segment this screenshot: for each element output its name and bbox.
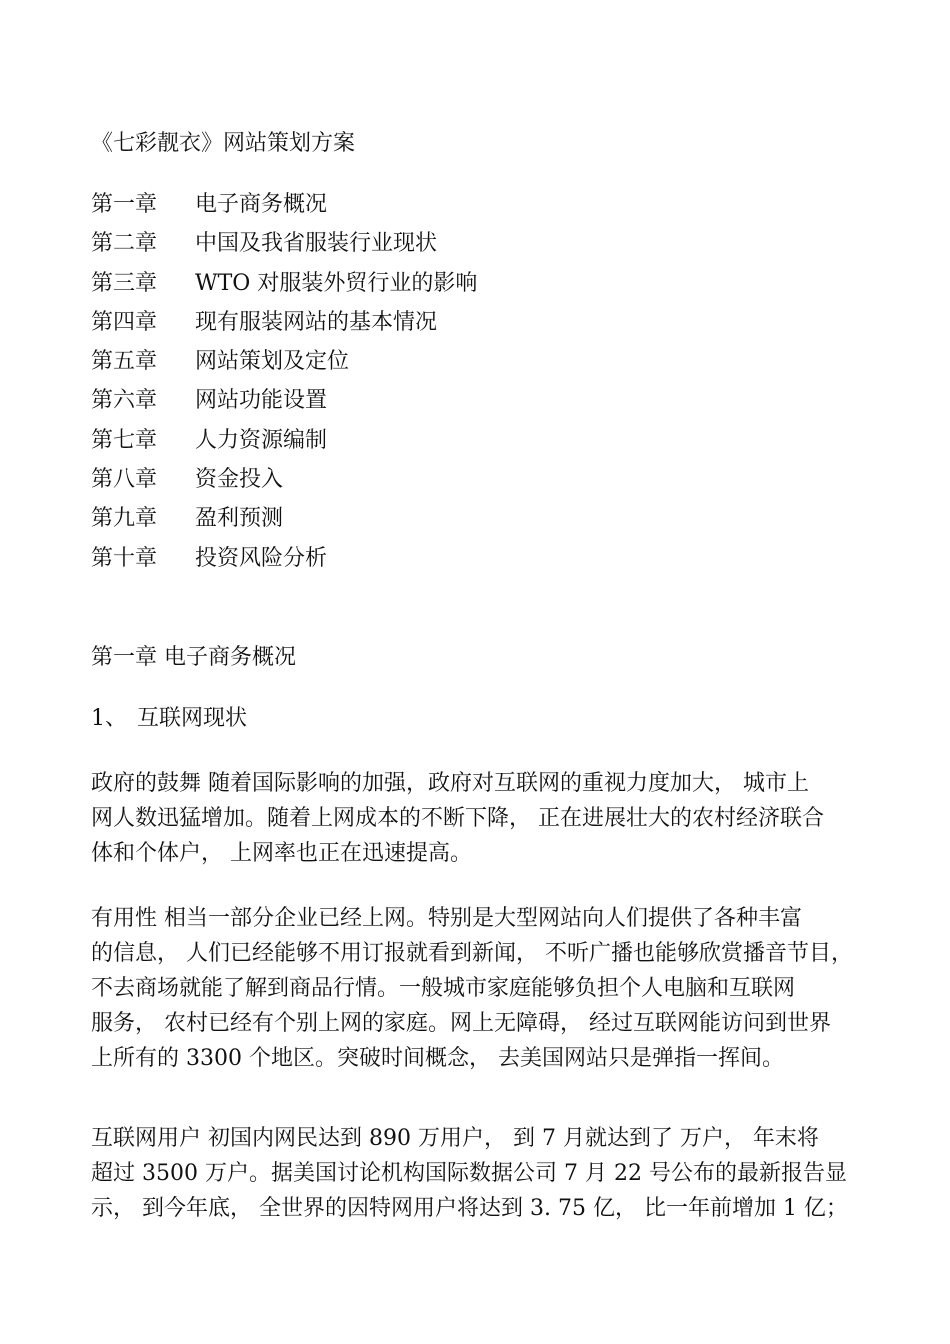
paragraph-line: 不去商场就能了解到商品行情。一般城市家庭能够负担个人电脑和互联网 xyxy=(91,976,796,1001)
paragraph-line: 体和个体户， 上网率也正在迅速提高。 xyxy=(91,841,472,866)
toc-chapter-title: WTO 对服装外贸行业的影响 xyxy=(195,270,478,296)
toc-item xyxy=(91,231,477,270)
toc-chapter-number: 第五章 xyxy=(91,349,158,375)
toc-chapter-title: 盈利预测 xyxy=(195,506,284,532)
table-of-contents xyxy=(91,192,477,585)
paragraph-line: 上所有的 3300 个地区。突破时间概念， 去美国网站只是弹指一挥间。 xyxy=(91,1046,784,1071)
subsection-heading xyxy=(91,706,247,732)
paragraph-line: 政府的鼓舞 随着国际影响的加强，政府对互联网的重视力度加大， 城市上 xyxy=(91,771,809,796)
body-paragraph xyxy=(91,901,866,1076)
toc-chapter-number: 第二章 xyxy=(91,231,158,257)
toc-item xyxy=(91,388,477,427)
toc-chapter-title: 投资风险分析 xyxy=(195,545,328,571)
toc-item xyxy=(91,506,477,545)
toc-chapter-number: 第六章 xyxy=(91,388,158,414)
toc-chapter-title: 中国及我省服装行业现状 xyxy=(195,231,438,257)
toc-chapter-number: 第四章 xyxy=(91,309,158,335)
paragraph-line: 服务， 农村已经有个别上网的家庭。网上无障碍， 经过互联网能访问到世界 xyxy=(91,1011,831,1036)
toc-chapter-title: 现有服装网站的基本情况 xyxy=(195,309,438,335)
toc-chapter-number: 第十章 xyxy=(91,545,158,571)
toc-item xyxy=(91,271,477,310)
subsection-title: 互联网现状 xyxy=(137,706,248,731)
section-heading: 第一章 电子商务概况 xyxy=(91,645,296,670)
body-paragraph xyxy=(91,766,866,871)
toc-item xyxy=(91,428,477,467)
toc-chapter-title: 网站策划及定位 xyxy=(195,349,350,375)
toc-chapter-title: 人力资源编制 xyxy=(195,427,328,453)
paragraph-line: 网人数迅猛增加。随着上网成本的不断下降， 正在进展壮大的农村经济联合 xyxy=(91,806,824,831)
toc-chapter-title: 资金投入 xyxy=(195,467,284,493)
toc-chapter-number: 第九章 xyxy=(91,506,158,532)
document-title: 《七彩靓衣》网站策划方案 xyxy=(91,131,356,156)
toc-chapter-number: 第三章 xyxy=(91,270,158,296)
toc-chapter-number: 第七章 xyxy=(91,427,158,453)
paragraph-line: 超过 3500 万户。据美国讨论机构国际数据公司 7 月 22 号公布的最新报告显 xyxy=(91,1161,847,1186)
subsection-index: 1、 xyxy=(91,706,127,731)
toc-chapter-number: 第八章 xyxy=(91,467,158,493)
toc-item xyxy=(91,467,477,506)
paragraph-line: 的信息， 人们已经能够不用订报就看到新闻， 不听广播也能够欣赏播音节目， xyxy=(91,941,853,966)
toc-item xyxy=(91,349,477,388)
paragraph-line: 示， 到今年底， 全世界的因特网用户将达到 3. 75 亿， 比一年前增加 1 亿； xyxy=(91,1196,848,1221)
paragraph-line: 互联网用户 初国内网民达到 890 万用户， 到 7 月就达到了 万户， 年末将 xyxy=(91,1126,819,1151)
toc-chapter-number: 第一章 xyxy=(91,192,158,217)
toc-item xyxy=(91,546,477,585)
toc-chapter-title: 网站功能设置 xyxy=(195,388,328,414)
body-paragraph xyxy=(91,1121,866,1226)
toc-item xyxy=(91,310,477,349)
paragraph-line: 有用性 相当一部分企业已经上网。特别是大型网站向人们提供了各种丰富 xyxy=(91,906,802,931)
toc-chapter-title: 电子商务概况 xyxy=(195,192,328,217)
toc-item xyxy=(91,192,477,231)
